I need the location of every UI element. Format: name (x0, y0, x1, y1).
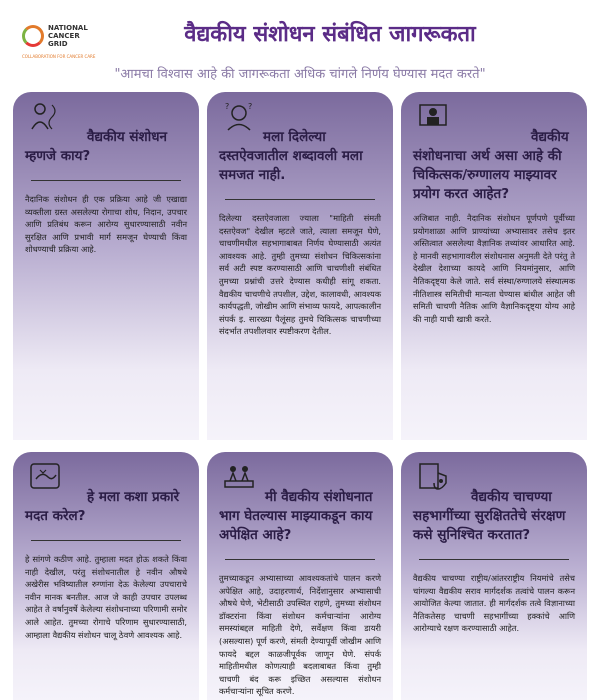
card-body: अजिबात नाही. नैदानिक संशोधन पूर्णपणे पूर्वीच्या प्रयोगशाळा आणि प्राण्यांच्या अभ्यासावर तसेच इतर अस्तित्वात असलेल्या वैज्ञानिक तथ्यांवर आधारित आहे. हे मानवी सहभागावरील संशोधनास अनुमती देते परंतु ते देखील देशाच्या कायदे आणि नियमांनुसार, आणि नैतिकदृष्ट्या केले जाते. सर्व संस्था/रुग्णालये संस्थात्मक नीतिशास्त्र समितीची मान्यता घेण्यास बांधील आहेत जी समिती चाचणी नैतिक आणि वैज्ञानिकदृष्ट्या योग्य आहे की नाही याची खात्री करते. (413, 213, 575, 324)
divider (419, 559, 569, 560)
card-heading: मी वैद्यकीय संशोधनात भाग घेतल्यास माझ्याकडून काय अपेक्षित आहे? (219, 489, 373, 543)
svg-text:?: ? (225, 102, 230, 111)
card-heading: हे मला कशा प्रकारे मदत करेल? (25, 489, 180, 524)
card-body: तुमच्याकडून अभ्यासाच्या आवश्यकतांचे पालन करणे अपेक्षित आहे, उदाहरणार्थ, निर्देशानुसार अभ्यासाची औषधे घेणे, भेटीसाठी उपस्थित राहणे, तुमच्या संशोधन डॉक्टरांना किंवा संशोधन कर्मचाऱ्यांना आरोग्य समस्यांबद्दल माहिती देणे, सर्वेक्षण किंवा डायरी (असल्यास) पूर्ण करणे, संमती देण्यापूर्वी जोखीम आणि फायदे बद्दल काळजीपूर्वक जाणून घेणे. संपर्क माहितीमधील कोणत्याही बदलाबाबत किंवा तुम्ही चाचणी बंद करू इच्छित असल्यास संशोधन कर्मचाऱ्यांना सूचित करणे. (219, 573, 381, 697)
doctor-patient-icon (415, 100, 451, 132)
card-heading: वैद्यकीय संशोधनाचा अर्थ असा आहे की चिकित्सक/रुग्णालय माझ्यावर प्रयोग करत आहेत? (413, 129, 569, 202)
card-what-is-research (13, 92, 199, 440)
lab-workers-icon (221, 460, 257, 492)
logo-line3: GRID (48, 40, 68, 48)
card-body: नैदानिक संशोधन ही एक प्रक्रिया आहे जी एखाद्या व्यक्तीला ग्रस्त असलेल्या रोगाचा शोध, निदान, उपचार आणि प्रतिबंध करून आरोग्य सुधारण्यासाठी नवीन सुरक्षित आणि प्रभावी मार्ग समजून घेण्याची किंवा शोधण्याची प्रक्रिया आहे. (25, 194, 187, 255)
card-terminology (207, 92, 393, 440)
card-heading: वैद्यकीय चाचण्या सहभागींच्या सुरक्षिततेचे संरक्षण कसे सुनिश्चित करतात? (413, 489, 566, 543)
confused-person-icon (221, 100, 257, 132)
svg-text:?: ? (248, 102, 253, 111)
national-cancer-grid-logo (22, 14, 108, 58)
researcher-icon (27, 100, 63, 132)
divider (31, 540, 181, 541)
card-expectations (207, 452, 393, 700)
logo-line1: NATIONAL (48, 24, 88, 32)
logo-tagline: COLLABORATION FOR CANCER CARE (22, 54, 96, 59)
logo-line2: CANCER (48, 32, 80, 40)
card-body: वैद्यकीय चाचण्या राष्ट्रीय/आंतरराष्ट्रीय नियमांचे तसेच चांगल्या वैद्यकीय सराव मार्गदर्शक तत्वांचे पालन करून आयोजित केल्या जातात. ही मार्गदर्शक तत्वे विज्ञानाच्या नैतिकतेसह चाचणी सहभागींच्या हक्कांचे आणि आरोग्याचे रक्षण करण्यासाठी आहेत. (413, 573, 575, 634)
page-subtitle: "आमचा विश्वास आहे की जागरूकता अधिक चांगले निर्णय घेण्यास मदत करते" (114, 67, 486, 82)
shield-document-icon (415, 460, 451, 492)
card-safety (401, 452, 587, 700)
card-body: हे सांगणे कठीण आहे. तुम्हाला मदत होऊ शकते किंवा नाही देखील, परंतु संशोधनातील हे नवीन औषधे अखेरीस भविष्यातील रुग्णांना देऊ केलेल्या उपचाराचे नवीन मानक बनतील. आज जे काही उपचार उपलब्ध आहेत ते वर्षानुवर्षे केलेल्या संशोधनाच्या परिणामी समोर आले आहेत. तुमच्या रोगाचे परिणाम सुधारण्यासाठी, आम्हाला वैद्यकीय संशोधन चालू ठेवणे आवश्यक आहे. (25, 554, 187, 640)
card-body: दिलेल्या दस्तऐवजाला ज्याला "माहिती संमती दस्तऐवज" देखील म्हटले जाते, त्याला समजून घेणे, चाचणीमधील सहभागाबाबत निर्णय घेण्यासाठी अत्यंत आवश्यक आहे. तुम्ही तुमच्या संशोधन चिकित्सकांना सर्व अटी स्पष्ट करण्यासाठी आणि चाचणीशी संबंधित तुमच्या प्रश्नांची उत्तरे देण्यास कधीही सांगू शकता. वैद्यकीय चाचणीचे तपशील, उद्देश, कालावधी, आवश्यक कार्यपद्धती, जोखीम आणि संभाव्य फायदे, आपत्कालीन संपर्क इ. सारख्या पैलूंसह तुमचे चिकित्सक चाचणीच्या संदर्भात तपशीलवार स्पष्टीकरण देतील. (219, 213, 382, 337)
card-heading: मला दिलेल्या दस्तऐवजातील शब्दावली मला समजत नाही. (219, 129, 363, 183)
card-how-help (13, 452, 199, 700)
divider (225, 559, 375, 560)
logo-ring-icon (22, 25, 44, 47)
page-title: वैद्यकीय संशोधन संबंधित जागरूकता (184, 22, 476, 47)
logo-text (48, 24, 88, 48)
card-heading: वैद्यकीय संशोधन म्हणजे काय? (25, 129, 168, 164)
helping-hands-icon (27, 460, 63, 492)
divider (225, 199, 375, 200)
card-experiment (401, 92, 587, 440)
divider (31, 180, 181, 181)
